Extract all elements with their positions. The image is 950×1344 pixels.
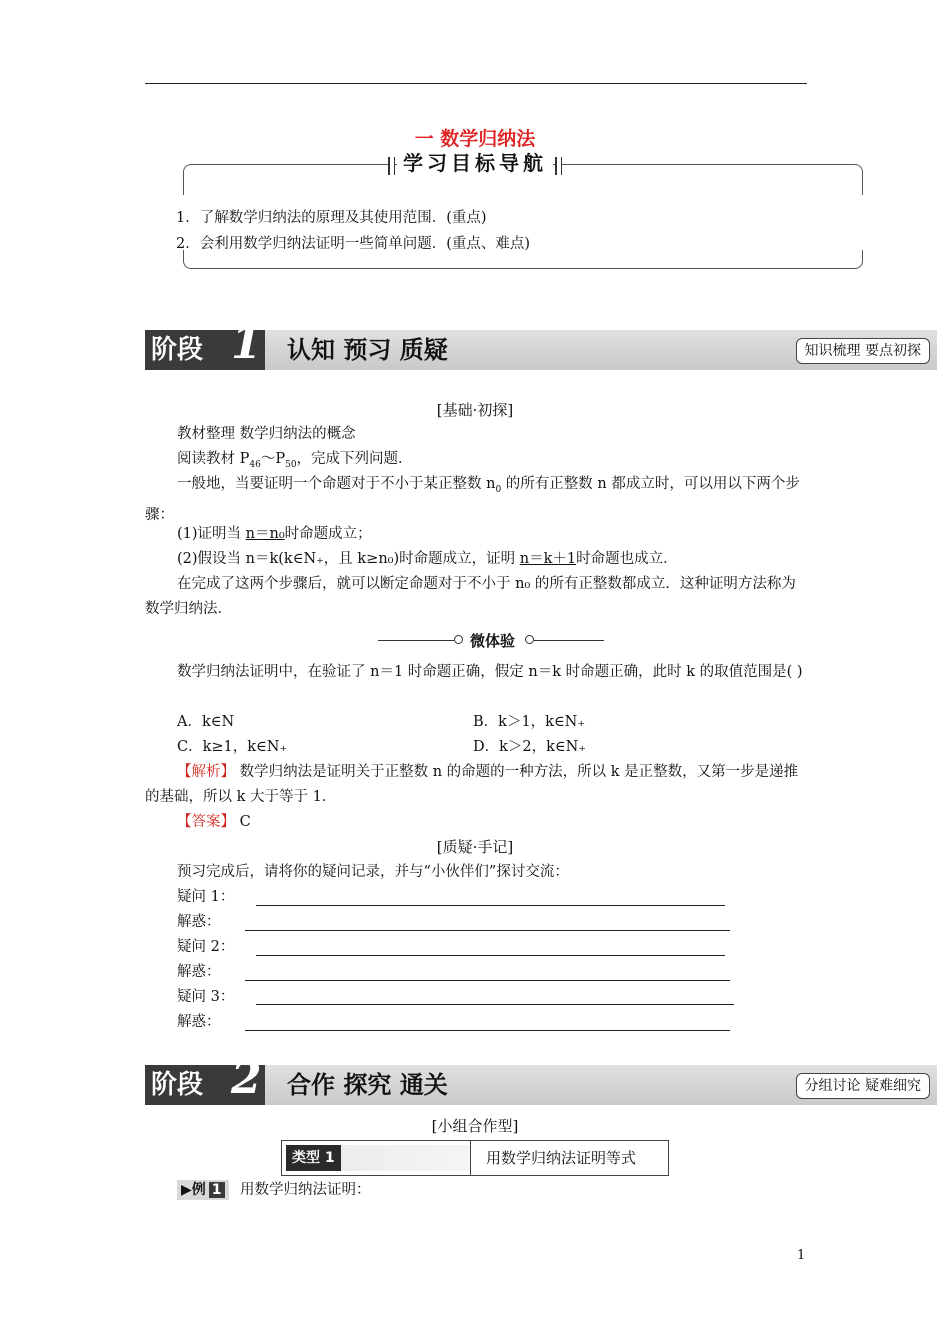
answer-1-line[interactable] <box>245 930 730 931</box>
type-label-area <box>286 1145 470 1171</box>
stage2-label <box>145 1053 265 1105</box>
option-c: C．k≥1，k∈N₊ <box>177 739 288 755</box>
example-arrow-icon: ▶ <box>181 1182 192 1198</box>
definition-text-1: 一般地，当要证明一个命题对于不小于某正整数 n <box>177 476 496 492</box>
question-1-line[interactable] <box>256 905 725 906</box>
goal-title-right-mark <box>555 157 562 175</box>
stage1-label-text: 阶段 <box>151 335 204 365</box>
reading-text-2: ～P <box>260 451 286 467</box>
example-text: 用数学归纳法证明： <box>240 1182 371 1198</box>
question-1-label: 疑问 1： <box>177 889 235 905</box>
answer-2-label: 解惑： <box>177 964 221 980</box>
type-box <box>281 1140 669 1176</box>
stage1-label <box>145 318 265 370</box>
step-2-pre: (2)假设当 n＝k(k∈N₊，且 k≥n₀)时命题成立，证明 <box>177 551 520 567</box>
goal-box-bottom <box>183 250 863 269</box>
weitiyan-dot-left <box>454 635 463 644</box>
definition-paragraph <box>145 472 807 528</box>
example-tag <box>177 1180 229 1200</box>
group-heading: [小组合作型] <box>431 1117 519 1135</box>
step-2 <box>177 547 839 572</box>
weitiyan-line-left <box>378 640 454 641</box>
type-divider <box>470 1141 471 1175</box>
question-3-line[interactable] <box>256 1004 734 1005</box>
conclusion-paragraph: 在完成了这两个步骤后，就可以断定命题对于不小于 n₀ 的所有正整数都成立．这种证明方法称为数学归纳法． <box>145 576 796 617</box>
answer-label: 【答案】 <box>177 814 235 830</box>
answer-3-line[interactable] <box>245 1030 730 1031</box>
notes-intro: 预习完成后，请将你的疑问记录，并与“小伙伴们”探讨交流： <box>177 864 569 880</box>
stage2-number: 2 <box>231 1053 262 1104</box>
answer-1-label: 解惑： <box>177 914 221 930</box>
question-3-label: 疑问 3： <box>177 989 235 1005</box>
definition-text-2: 的所有正整数 n 都成立时，可以用以下两个步骤： <box>145 476 800 523</box>
notes-heading: [质疑·手记] <box>436 838 514 856</box>
option-b: B．k＞1，k∈N₊ <box>473 714 586 730</box>
option-a: A．k∈N <box>177 714 235 730</box>
reading-text-3: ，完成下列问题． <box>296 451 413 467</box>
stage1-title: 认知 预习 质疑 <box>287 336 448 364</box>
stage1-number: 1 <box>231 318 262 369</box>
question-2-line[interactable] <box>256 955 725 956</box>
weitiyan-line-right <box>534 640 604 641</box>
option-d: D．k＞2，k∈N₊ <box>473 739 586 755</box>
reading-sub-1: 46 <box>249 459 261 470</box>
example-number: 1 <box>209 1182 225 1198</box>
section-title: 一 数学归纳法 <box>414 128 536 150</box>
step-1-blank: n＝n₀ <box>245 526 285 542</box>
analysis-text: 数学归纳法是证明关于正整数 n 的命题的一种方法，所以 k 是正整数，又第一步是递推的基础，所以 k 大于等于 1． <box>145 764 799 805</box>
weitiyan-title: 微体验 <box>470 632 516 650</box>
goal-item: 2．会利用数学归纳法证明一些简单问题．(重点、难点) <box>176 236 531 252</box>
goal-item: 1．了解数学归纳法的原理及其使用范围．(重点) <box>176 210 487 226</box>
question-2-label: 疑问 2： <box>177 939 235 955</box>
goal-title-left-mark <box>388 157 395 175</box>
goal-title-text: 学习目标导航 <box>397 151 553 175</box>
top-rule <box>145 83 807 84</box>
type-label: 类型 1 <box>286 1145 341 1171</box>
analysis-label: 【解析】 <box>177 764 235 780</box>
basics-heading: [基础·初探] <box>436 401 514 419</box>
answer-3-label: 解惑： <box>177 1014 221 1030</box>
weitiyan-dot-right <box>525 635 534 644</box>
analysis <box>145 760 807 810</box>
answer <box>177 810 839 835</box>
stage2-title: 合作 探究 通关 <box>287 1071 448 1099</box>
stage2-tag: 分组讨论 疑难细究 <box>796 1073 930 1099</box>
textbook-line: 教材整理 数学归纳法的概念 <box>177 426 356 442</box>
stage2-label-text: 阶段 <box>151 1070 204 1100</box>
example-label: 例 <box>191 1182 206 1198</box>
step-2-blank: n＝k＋1 <box>519 551 577 567</box>
goal-title <box>0 147 950 176</box>
step-1-post: 时命题成立； <box>284 526 372 542</box>
step-1-pre: (1)证明当 <box>177 526 246 542</box>
answer-2-line[interactable] <box>245 980 730 981</box>
page-number: 1 <box>797 1248 806 1263</box>
stage1-tag: 知识梳理 要点初探 <box>796 338 930 364</box>
definition-sub: 0 <box>495 484 502 495</box>
reading-sub-2: 50 <box>285 459 297 470</box>
type-text: 用数学归纳法证明等式 <box>486 1149 637 1167</box>
step-1 <box>177 522 839 547</box>
answer-text: C <box>235 814 251 830</box>
step-2-post: 时命题也成立． <box>576 551 678 567</box>
reading-text-1: 阅读教材 P <box>177 451 250 467</box>
weitiyan-question: 数学归纳法证明中，在验证了 n＝1 时命题正确，假定 n＝k 时命题正确，此时 k 的取值范围是( ) <box>177 664 803 680</box>
